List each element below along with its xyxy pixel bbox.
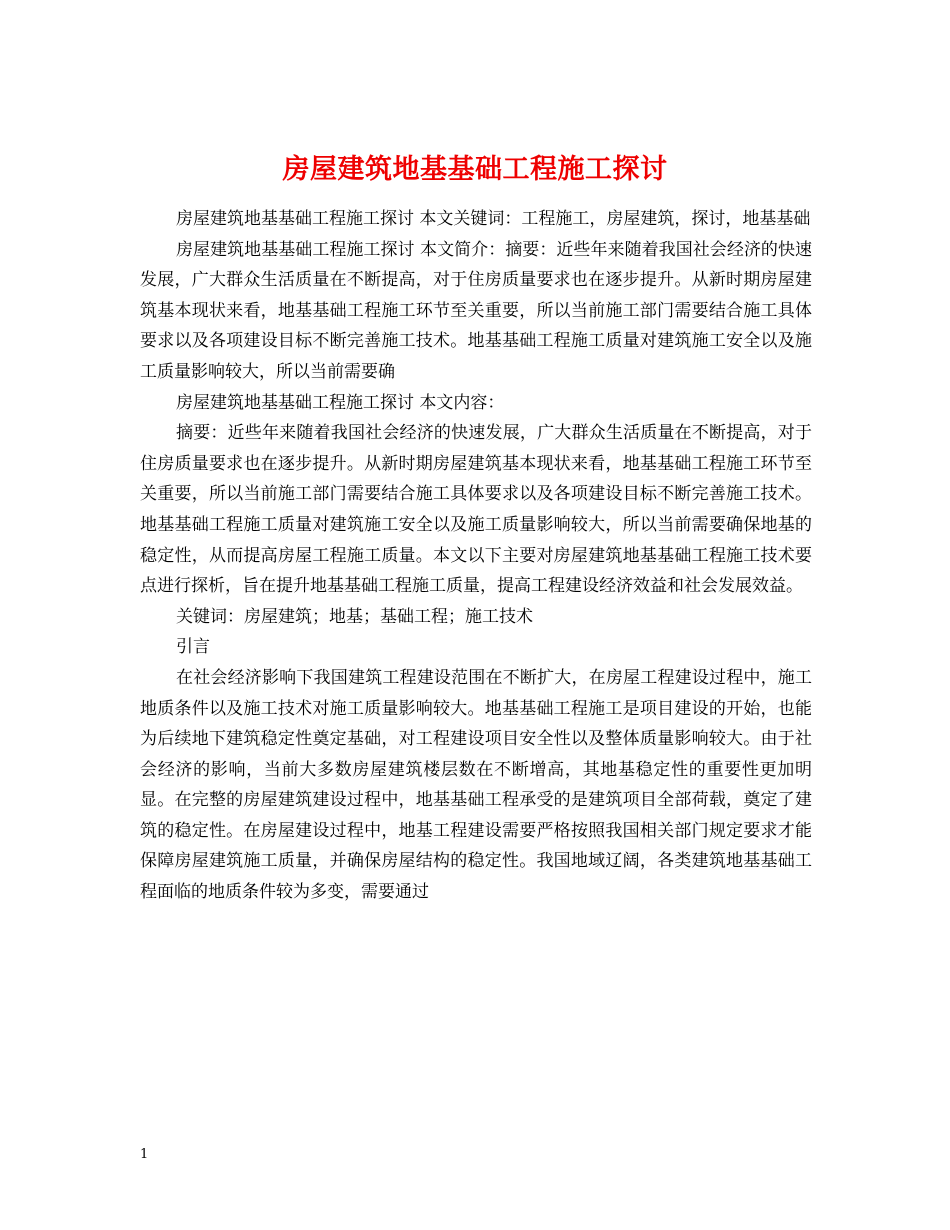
paragraph-introduction-body: 在社会经济影响下我国建筑工程建设范围在不断扩大，在房屋工程建设过程中，施工地质条件以及施工技术对施工质量影响较大。地基基础工程施工是项目建设的开始，也能为后续地下建筑稳定性奠定基础，对工程建设项目安全性以及整体质量影响较大。由于社会经济的影响，当前大多数房屋建筑楼层数在不断增高，其地基稳定性的重要性更加明显。在完整的房屋建筑建设过程中，地基基础工程承受的是建筑项目全部荷载，奠定了建筑的稳定性。在房屋建设过程中，地基工程建设需要严格按照我国相关部门规定要求才能保障房屋建筑施工质量，并确保房屋结构的稳定性。我国地域辽阔，各类建筑地基基础工程面临的地质条件较为多变，需要通过 [140,667,812,903]
paragraph-keywords: 关键词：房屋建筑；地基；基础工程；施工技术 [176,606,533,627]
page-number: 1 [140,1147,149,1162]
paragraph-keywords-summary: 房屋建筑地基基础工程施工探讨 本文关键词：工程施工，房屋建筑，探讨，地基基础 [176,209,811,229]
document-body [140,204,812,908]
paragraph-abstract-summary: 房屋建筑地基基础工程施工探讨 本文简介：摘要：近些年来随着我国社会经济的快速发展，广大群众生活质量在不断提高，对于住房质量要求也在逐步提升。从新时期房屋建筑基本现状来看，地基基础工程施工环节至关重要，所以当前施工部门需要结合施工具体要求以及各项建设目标不断完善施工技术。地基基础工程施工质量对建筑施工安全以及施工质量影响较大，所以当前需要确 [140,239,812,382]
document-title: 房屋建筑地基基础工程施工探讨 [282,154,668,186]
paragraph-abstract: 摘要：近些年来随着我国社会经济的快速发展，广大群众生活质量在不断提高，对于住房质量要求也在逐步提升。从新时期房屋建筑基本现状来看，地基基础工程施工环节至关重要，所以当前施工部门需要结合施工具体要求以及各项建设目标不断完善施工技术。地基基础工程施工质量对建筑施工安全以及施工质量影响较大，所以当前需要确保地基的稳定性，从而提高房屋工程施工质量。本文以下主要对房屋建筑地基基础工程施工技术要点进行探析，旨在提升地基基础工程施工质量，提高工程建设经济效益和社会发展效益。 [140,423,812,597]
paragraph-introduction-heading: 引言 [176,637,210,658]
paragraph-content-heading: 房屋建筑地基基础工程施工探讨 本文内容： [176,392,505,413]
